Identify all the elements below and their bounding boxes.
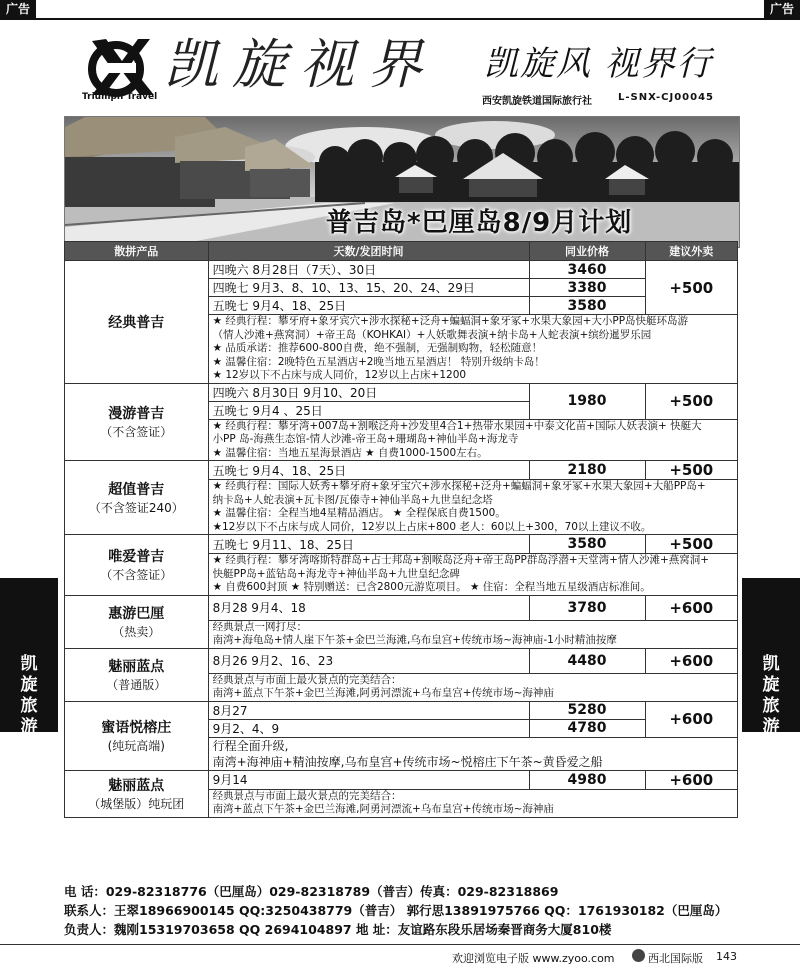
brand-name: 凯旋视界	[164, 33, 436, 96]
detail-line: ★ 12岁以下不占床与成人同价，12岁以上占床+1200	[212, 369, 467, 381]
product-name-cell	[65, 648, 209, 701]
product-name-cell	[65, 770, 209, 817]
itinerary-detail	[208, 789, 737, 817]
detail-line: 经典景点一网打尽：	[212, 620, 308, 633]
detail-line: ★ 自费600封顶 ★ 特别赠送：已含2800元游览项目。 ★ 住宿：全程当地五星级酒店标准间。	[212, 581, 651, 593]
price-cell: 4780	[529, 719, 645, 737]
itinerary-detail	[208, 315, 737, 384]
table-row	[65, 701, 738, 719]
side-banner-text: 凯 旋 旅 游	[762, 654, 780, 737]
detail-line: 南湾+蓝点下午茶+金巴兰海滩,阿勇河漂流+乌布皇宫+传统市场~海神庙	[212, 803, 554, 815]
contact-manager: 负责人：魏刚15319703658 QQ 2694104897 地 址：友谊路东段乐居场秦晋商务大厦810楼	[64, 922, 612, 937]
ad-label-left: 广告	[0, 0, 36, 18]
price-cell: 3460	[529, 261, 645, 279]
price-cell: 4980	[529, 770, 645, 789]
detail-line: ★ 品质承诺：推荐600-800自费，绝不强制，无强制购物，轻松随意！	[212, 342, 543, 354]
col-header-price: 同业价格	[529, 242, 645, 261]
departure-cell: 8月27	[208, 701, 529, 719]
table-row	[65, 595, 738, 620]
product-name-cell	[65, 461, 209, 535]
product-name: 经典普吉	[108, 314, 165, 331]
price-cell: 3580	[529, 535, 645, 554]
detail-line: ★ 温馨住宿：当地五星海景酒店 ★ 自费1000-1500左右。	[212, 446, 488, 459]
table-row	[65, 461, 738, 480]
suggest-price-cell: +500	[645, 383, 737, 419]
table-row	[65, 648, 738, 673]
product-name: 惠游巴厘	[108, 606, 165, 622]
departure-cell: 9月2、4、9	[208, 719, 529, 737]
departure-cell: 四晚六 8月28日（7天）、30日	[208, 261, 529, 279]
table-header-row	[65, 242, 738, 261]
product-subtitle: （普通版）	[106, 678, 167, 692]
contact-block	[64, 882, 738, 939]
detail-line: 行程全面升级,	[212, 738, 289, 753]
detail-line: 经典景点与市面上最火景点的完美结合：	[212, 673, 402, 686]
itinerary-detail	[208, 620, 737, 648]
contact-people: 联系人：王翠18966900145 QQ:3250438779（普吉） 郭行思13891975766 QQ：1761930182（巴厘岛）	[64, 903, 728, 918]
detail-line: 纳卡岛+人蛇表演+瓦卡图/瓦傣寺+神仙半岛+九世皇纪念塔	[212, 493, 493, 506]
price-cell: 1980	[529, 383, 645, 419]
side-banner-right	[742, 578, 800, 737]
departure-cell: 四晚六 8月30日 9月10、20日	[208, 383, 529, 401]
logo-caption: Triumph Travel	[82, 92, 158, 102]
side-banner-text: 凯 旋 旅 游	[20, 654, 38, 737]
product-name-cell	[65, 535, 209, 596]
suggest-price-cell: +600	[645, 595, 737, 620]
col-header-product: 散拼产品	[65, 242, 209, 261]
itinerary-detail	[208, 673, 737, 701]
col-header-days: 天数/发团时间	[208, 242, 529, 261]
detail-line: ★ 温馨住宿：2晚特色五星酒店+2晚当地五星酒店！ 特别升级纳卡岛！	[212, 355, 545, 368]
price-cell: 3580	[529, 297, 645, 315]
product-subtitle: （不含签证）	[100, 425, 173, 440]
product-subtitle: （热卖）	[112, 625, 161, 639]
suggest-price-cell: +500	[645, 461, 737, 480]
product-table	[64, 241, 738, 818]
page-number: 143	[716, 950, 737, 963]
itinerary-detail	[208, 419, 737, 461]
contact-phone: 电 话：029-82318776（巴厘岛）029-82318789（普吉）传真：029-82318869	[64, 884, 559, 899]
detail-line: 南湾+海神庙+精油按摩,乌布皇宫+传统市场~悦榕庄下午茶~黄昏爱之船	[212, 754, 603, 769]
departure-cell: 9月14	[208, 770, 529, 789]
page-footer	[0, 944, 800, 967]
product-name-cell	[65, 701, 209, 770]
product-name-cell	[65, 261, 209, 384]
ad-label-right: 广告	[764, 0, 800, 18]
side-banner-left	[0, 578, 58, 737]
detail-line: 小PP 岛-海燕生态馆-情人沙滩-帝王岛+珊瑚岛+神仙半岛+海龙寺	[212, 433, 519, 445]
product-name: 魅丽蓝点	[108, 659, 165, 675]
departure-cell: 四晚七 9月3、8、10、13、15、20、24、29日	[208, 279, 529, 297]
col-header-suggest: 建议外卖	[645, 242, 737, 261]
product-name: 蜜语悦榕庄	[101, 720, 172, 736]
seal-icon	[632, 949, 645, 962]
product-subtitle: （不含签证240）	[88, 501, 184, 515]
detail-line: 南湾+蓝点下午茶+金巴兰海滩,阿勇河漂流+乌布皇宫+传统市场~海神庙	[212, 687, 554, 699]
detail-line: ★ 经典行程：攀牙湾+007岛+割喉泛舟+沙发里4合1+热带水果园+中泰文化苗+国际人妖表演+ 快艇大	[212, 419, 702, 432]
departure-cell: 五晚七 9月4、18、25日	[208, 297, 529, 315]
suggest-price-cell: +600	[645, 648, 737, 673]
agency-name: 西安凯旋铁道国际旅行社	[482, 96, 592, 107]
departure-cell: 五晚七 9月4、18、25日	[208, 461, 529, 480]
detail-line: ★12岁以下不占床与成人同价，12岁以上占床+800 老人：60以上+300，70以上建议不收。	[212, 520, 652, 533]
departure-cell: 五晚七 9月4 、25日	[208, 401, 529, 419]
product-subtitle: （不含签证）	[100, 568, 173, 583]
price-cell: 3780	[529, 595, 645, 620]
itinerary-detail	[208, 737, 737, 770]
departure-cell: 8月26 9月2、16、23	[208, 648, 529, 673]
product-name: 唯爱普吉	[108, 549, 165, 566]
hero-title: 普吉岛*巴厘岛8/9月计划	[326, 208, 633, 238]
price-cell: 2180	[529, 461, 645, 480]
price-cell: 5280	[529, 701, 645, 719]
detail-line: ★ 经典行程：攀牙湾喀斯特群岛+占士邦岛+割喉岛泛舟+帝王岛PP群岛浮潜+天堂湾+情人沙滩+燕窝洞+	[212, 554, 710, 566]
slogan: 凯旋风 视界行	[484, 44, 713, 84]
product-subtitle: （城堡版）纯玩团	[88, 797, 185, 811]
product-name-cell	[65, 595, 209, 648]
departure-cell: 五晚七 9月11、18、25日	[208, 535, 529, 554]
top-divider	[0, 18, 800, 20]
price-cell: 4480	[529, 648, 645, 673]
suggest-price-cell: +500	[645, 261, 737, 315]
product-subtitle: (纯玩高端)	[107, 739, 165, 753]
detail-line: ★ 经典行程：攀牙府+象牙宾穴+涉水探秘+泛舟+蝙蝠洞+象牙冢+水果大象园+大小PP岛快艇环岛游	[212, 315, 689, 327]
price-cell: 3380	[529, 279, 645, 297]
product-name: 漫游普吉	[108, 406, 165, 423]
detail-line: 南湾+海龟岛+情人崖下午茶+金巴兰海滩,乌布皇宫+传统市场~海神庙-1小时精油按摩	[212, 634, 617, 646]
footer-website: 欢迎浏览电子版 www.zyoo.com	[452, 952, 615, 965]
itinerary-detail	[208, 480, 737, 535]
product-name: 超值普吉	[108, 482, 165, 498]
suggest-price-cell: +600	[645, 770, 737, 789]
license-number: L-SNX-CJ00045	[618, 92, 714, 103]
product-name-cell	[65, 383, 209, 461]
table-row	[65, 770, 738, 789]
table-row	[65, 535, 738, 554]
suggest-price-cell: +600	[645, 701, 737, 737]
departure-cell: 8月28 9月4、18	[208, 595, 529, 620]
itinerary-detail	[208, 554, 737, 596]
footer-publication: 西北国际版	[648, 952, 703, 965]
suggest-price-cell: +500	[645, 535, 737, 554]
detail-line: 快艇PP岛+蓝钻岛+海龙寺+神仙半岛+九世皇纪念碑	[212, 567, 460, 580]
table-row	[65, 261, 738, 279]
detail-line: （情人沙滩+燕窝洞）+帝王岛（KOHKAI）+人妖歌舞表演+纳卡岛+人蛇表演+缤纷暹罗乐园	[212, 328, 652, 341]
detail-line: ★ 温馨住宿：全程当地4星精品酒店。 ★ 全程保底自费1500。	[212, 507, 506, 519]
detail-line: ★ 经典行程：国际人妖秀+攀牙府+象牙宝穴+涉水探秘+泛舟+蝙蝠洞+象牙冢+水果大象园+大船PP岛+	[212, 480, 706, 492]
detail-line: 经典景点与市面上最火景点的完美结合：	[212, 789, 402, 802]
product-name: 魅丽蓝点	[108, 778, 165, 794]
table-row	[65, 383, 738, 401]
ad-header	[64, 22, 736, 110]
